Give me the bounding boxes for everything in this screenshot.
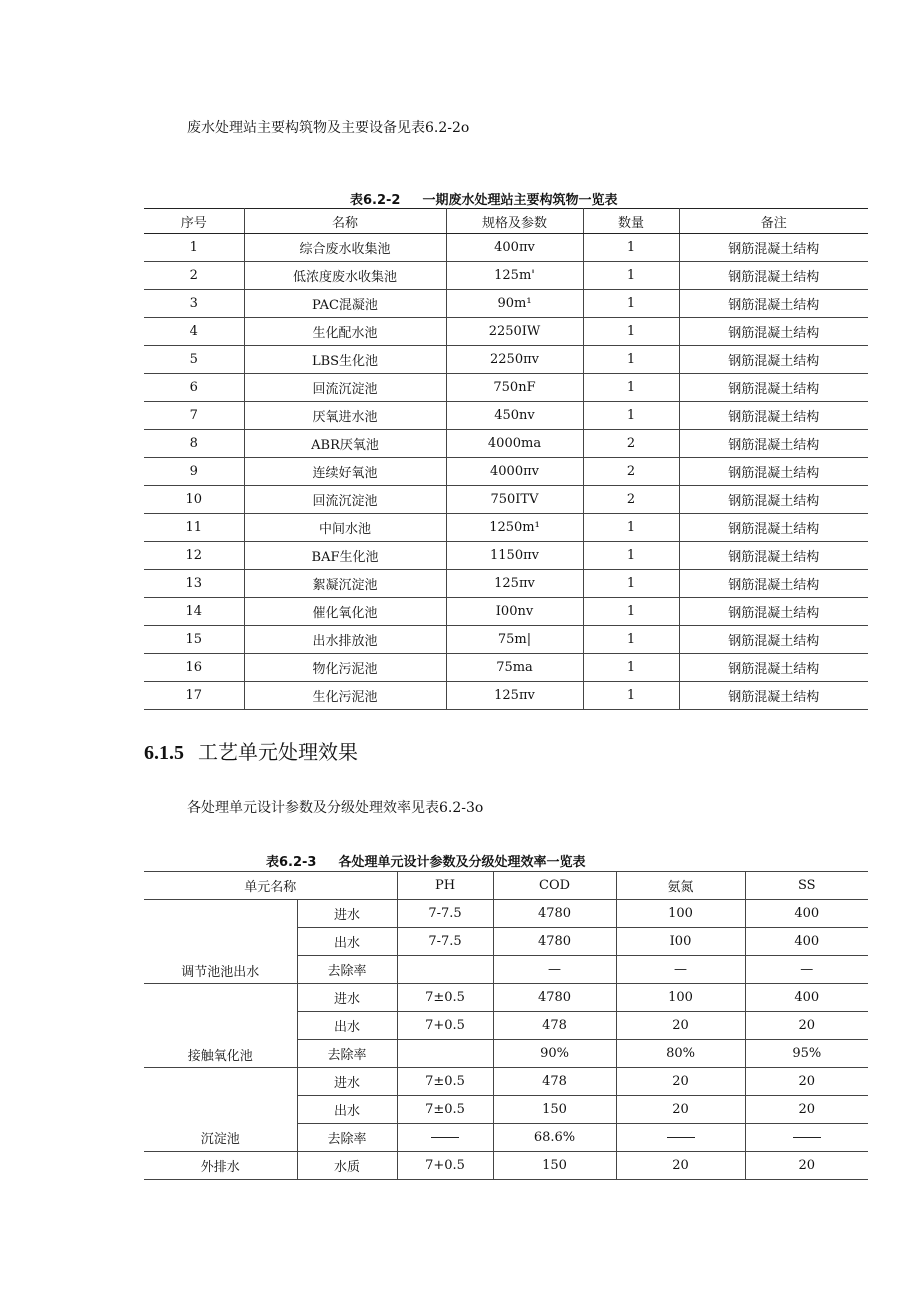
table-row — [144, 1152, 868, 1180]
remark-cell: 钢筋混凝土结构 — [679, 542, 868, 570]
structures-table — [144, 208, 868, 710]
table2-caption-title: 各处理单元设计参数及分级处理效率一览表 — [338, 855, 586, 870]
name-cell: 综合废水收集池 — [244, 234, 446, 262]
ammonia-cell: 20 — [616, 1068, 745, 1096]
remark-cell: 钢筋混凝土结构 — [679, 290, 868, 318]
item-cell: 水质 — [297, 1152, 397, 1180]
ss-cell: — — [745, 956, 868, 984]
item-cell: 进水 — [297, 900, 397, 928]
ph-cell — [397, 956, 493, 984]
remark-cell: 钢筋混凝土结构 — [679, 486, 868, 514]
cod-cell: 4780 — [493, 984, 616, 1012]
row-number-cell: 2 — [144, 262, 244, 290]
header-cell-cod: COD — [493, 872, 616, 900]
row-number-cell: 1 — [144, 234, 244, 262]
row-number-cell: 12 — [144, 542, 244, 570]
item-cell: 去除率 — [297, 1124, 397, 1152]
name-cell: PAC混凝池 — [244, 290, 446, 318]
ph-cell: 7±0.5 — [397, 984, 493, 1012]
row-number-cell: 17 — [144, 682, 244, 710]
table2-caption — [266, 851, 586, 870]
name-cell: 连续好氧池 — [244, 458, 446, 486]
remark-cell: 钢筋混凝土结构 — [679, 234, 868, 262]
name-cell: 絮凝沉淀池 — [244, 570, 446, 598]
quantity-cell: 1 — [583, 570, 679, 598]
quantity-cell: 1 — [583, 374, 679, 402]
row-number-cell: 10 — [144, 486, 244, 514]
name-cell: 中间水池 — [244, 514, 446, 542]
ammonia-dash-cell — [616, 1124, 745, 1152]
remark-cell: 钢筋混凝土结构 — [679, 262, 868, 290]
ammonia-cell: 20 — [616, 1096, 745, 1124]
section-title: 工艺单元处理效果 — [198, 740, 358, 764]
row-number-cell: 3 — [144, 290, 244, 318]
name-cell: 厌氧进水池 — [244, 402, 446, 430]
remark-cell: 钢筋混凝土结构 — [679, 626, 868, 654]
dash-line — [431, 1137, 459, 1138]
table-row — [144, 402, 868, 430]
quantity-cell: 1 — [583, 598, 679, 626]
row-number-cell: 9 — [144, 458, 244, 486]
remark-cell: 钢筋混凝土结构 — [679, 598, 868, 626]
unit-name-cell: 调节池池出水 — [144, 900, 297, 984]
table-row — [144, 346, 868, 374]
quantity-cell: 2 — [583, 458, 679, 486]
quantity-cell: 1 — [583, 542, 679, 570]
ph-cell: 7-7.5 — [397, 928, 493, 956]
quantity-cell: 2 — [583, 486, 679, 514]
row-number-cell: 13 — [144, 570, 244, 598]
table-row — [144, 626, 868, 654]
spec-cell: 125πv — [446, 682, 583, 710]
ss-cell: 400 — [745, 900, 868, 928]
table-row — [144, 1068, 868, 1096]
table2-caption-number: 表6.2-3 — [266, 855, 317, 870]
section-heading — [144, 736, 358, 765]
row-number-cell: 15 — [144, 626, 244, 654]
cod-cell: — — [493, 956, 616, 984]
ss-cell: 400 — [745, 928, 868, 956]
item-cell: 进水 — [297, 1068, 397, 1096]
header-cell-ammonia: 氨氮 — [616, 872, 745, 900]
spec-cell: 450nv — [446, 402, 583, 430]
table-row — [144, 900, 868, 928]
spec-cell: 4000ma — [446, 430, 583, 458]
ss-cell: 20 — [745, 1152, 868, 1180]
name-cell: ABR厌氧池 — [244, 430, 446, 458]
table-row — [144, 570, 868, 598]
dash-line — [667, 1137, 695, 1138]
remark-cell: 钢筋混凝土结构 — [679, 318, 868, 346]
spec-cell: 1150πv — [446, 542, 583, 570]
table-row — [144, 374, 868, 402]
quantity-cell: 1 — [583, 318, 679, 346]
table1-caption — [350, 189, 618, 208]
table-row — [144, 290, 868, 318]
name-cell: LBS生化池 — [244, 346, 446, 374]
header-cell-unit: 单元名称 — [144, 872, 397, 900]
item-cell: 去除率 — [297, 956, 397, 984]
cod-cell: 150 — [493, 1152, 616, 1180]
remark-cell: 钢筋混凝土结构 — [679, 654, 868, 682]
name-cell: 出水排放池 — [244, 626, 446, 654]
section-number: 6.1.5 — [144, 742, 184, 764]
quantity-cell: 1 — [583, 626, 679, 654]
header-cell: 规格及参数 — [446, 209, 583, 234]
unit-name-cell: 外排水 — [144, 1152, 297, 1180]
table-row — [144, 984, 868, 1012]
quantity-cell: 1 — [583, 290, 679, 318]
ss-cell: 95% — [745, 1040, 868, 1068]
name-cell: 催化氧化池 — [244, 598, 446, 626]
unit-name-cell-blank — [144, 1068, 297, 1124]
remark-cell: 钢筋混凝土结构 — [679, 346, 868, 374]
remark-cell: 钢筋混凝土结构 — [679, 402, 868, 430]
row-number-cell: 8 — [144, 430, 244, 458]
item-cell: 出水 — [297, 928, 397, 956]
spec-cell: 90m¹ — [446, 290, 583, 318]
spec-cell: 125m' — [446, 262, 583, 290]
cod-cell: 478 — [493, 1012, 616, 1040]
table-row — [144, 430, 868, 458]
name-cell: 生化污泥池 — [244, 682, 446, 710]
ammonia-cell: I00 — [616, 928, 745, 956]
header-cell-ss: SS — [745, 872, 868, 900]
table-row — [144, 234, 868, 262]
spec-cell: I00nv — [446, 598, 583, 626]
table-row — [144, 682, 868, 710]
spec-cell: 1250m¹ — [446, 514, 583, 542]
table-row — [144, 458, 868, 486]
remark-cell: 钢筋混凝土结构 — [679, 458, 868, 486]
spec-cell: 4000πv — [446, 458, 583, 486]
ammonia-cell: 20 — [616, 1152, 745, 1180]
efficiency-table — [144, 871, 868, 1180]
spec-cell: 125πv — [446, 570, 583, 598]
remark-cell: 钢筋混凝土结构 — [679, 374, 868, 402]
ph-cell: 7±0.5 — [397, 1068, 493, 1096]
table-header-row — [144, 209, 868, 234]
ss-dash-cell — [745, 1124, 868, 1152]
name-cell: 生化配水池 — [244, 318, 446, 346]
quantity-cell: 1 — [583, 346, 679, 374]
intro-paragraph: 废水处理站主要构筑物及主要设备见表6.2-2o — [187, 120, 470, 136]
table-row — [144, 318, 868, 346]
table-row — [144, 486, 868, 514]
header-cell-ph: PH — [397, 872, 493, 900]
unit-name-cell: 沉淀池 — [144, 1124, 297, 1152]
table-row — [144, 654, 868, 682]
table-row — [144, 598, 868, 626]
header-cell: 数量 — [583, 209, 679, 234]
unit-name-cell: 接触氧化池 — [144, 984, 297, 1068]
spec-cell: 75m| — [446, 626, 583, 654]
remark-cell: 钢筋混凝土结构 — [679, 430, 868, 458]
cod-cell: 4780 — [493, 900, 616, 928]
quantity-cell: 1 — [583, 514, 679, 542]
item-cell: 进水 — [297, 984, 397, 1012]
row-number-cell: 4 — [144, 318, 244, 346]
quantity-cell: 1 — [583, 262, 679, 290]
name-cell: 回流沉淀池 — [244, 486, 446, 514]
ammonia-cell: 100 — [616, 984, 745, 1012]
name-cell: 低浓度废水收集池 — [244, 262, 446, 290]
remark-cell: 钢筋混凝土结构 — [679, 514, 868, 542]
row-number-cell: 5 — [144, 346, 244, 374]
ph-dash-cell — [397, 1124, 493, 1152]
cod-cell: 4780 — [493, 928, 616, 956]
section-paragraph: 各处理单元设计参数及分级处理效率见表6.2-3o — [187, 800, 484, 816]
table-row — [144, 1124, 868, 1152]
ammonia-cell: 100 — [616, 900, 745, 928]
ss-cell: 20 — [745, 1068, 868, 1096]
row-number-cell: 6 — [144, 374, 244, 402]
row-number-cell: 7 — [144, 402, 244, 430]
spec-cell: 2250πv — [446, 346, 583, 374]
dash-line — [793, 1137, 821, 1138]
quantity-cell: 1 — [583, 402, 679, 430]
table1-caption-title: 一期废水处理站主要构筑物一览表 — [422, 193, 618, 208]
cod-cell: 150 — [493, 1096, 616, 1124]
table-row — [144, 542, 868, 570]
name-cell: 回流沉淀池 — [244, 374, 446, 402]
header-cell: 备注 — [679, 209, 868, 234]
quantity-cell: 1 — [583, 654, 679, 682]
spec-cell: 75ma — [446, 654, 583, 682]
remark-cell: 钢筋混凝土结构 — [679, 570, 868, 598]
ss-cell: 20 — [745, 1096, 868, 1124]
item-cell: 去除率 — [297, 1040, 397, 1068]
ss-cell: 400 — [745, 984, 868, 1012]
header-cell: 名称 — [244, 209, 446, 234]
cod-cell: 68.6% — [493, 1124, 616, 1152]
spec-cell: 400πv — [446, 234, 583, 262]
table-row — [144, 514, 868, 542]
ph-cell: 7±0.5 — [397, 1096, 493, 1124]
spec-cell: 750ITV — [446, 486, 583, 514]
quantity-cell: 1 — [583, 682, 679, 710]
name-cell: 物化污泥池 — [244, 654, 446, 682]
ammonia-cell: 80% — [616, 1040, 745, 1068]
spec-cell: 2250IW — [446, 318, 583, 346]
table-row — [144, 262, 868, 290]
table1-caption-number: 表6.2-2 — [350, 193, 401, 208]
ph-cell: 7+0.5 — [397, 1012, 493, 1040]
ph-cell: 7-7.5 — [397, 900, 493, 928]
row-number-cell: 14 — [144, 598, 244, 626]
header-cell: 序号 — [144, 209, 244, 234]
row-number-cell: 16 — [144, 654, 244, 682]
spec-cell: 750nF — [446, 374, 583, 402]
remark-cell: 钢筋混凝土结构 — [679, 682, 868, 710]
quantity-cell: 1 — [583, 234, 679, 262]
ammonia-cell: — — [616, 956, 745, 984]
table-header-row — [144, 872, 868, 900]
row-number-cell: 11 — [144, 514, 244, 542]
cod-cell: 90% — [493, 1040, 616, 1068]
ss-cell: 20 — [745, 1012, 868, 1040]
quantity-cell: 2 — [583, 430, 679, 458]
item-cell: 出水 — [297, 1096, 397, 1124]
item-cell: 出水 — [297, 1012, 397, 1040]
ammonia-cell: 20 — [616, 1012, 745, 1040]
cod-cell: 478 — [493, 1068, 616, 1096]
ph-cell — [397, 1040, 493, 1068]
name-cell: BAF生化池 — [244, 542, 446, 570]
ph-cell: 7+0.5 — [397, 1152, 493, 1180]
